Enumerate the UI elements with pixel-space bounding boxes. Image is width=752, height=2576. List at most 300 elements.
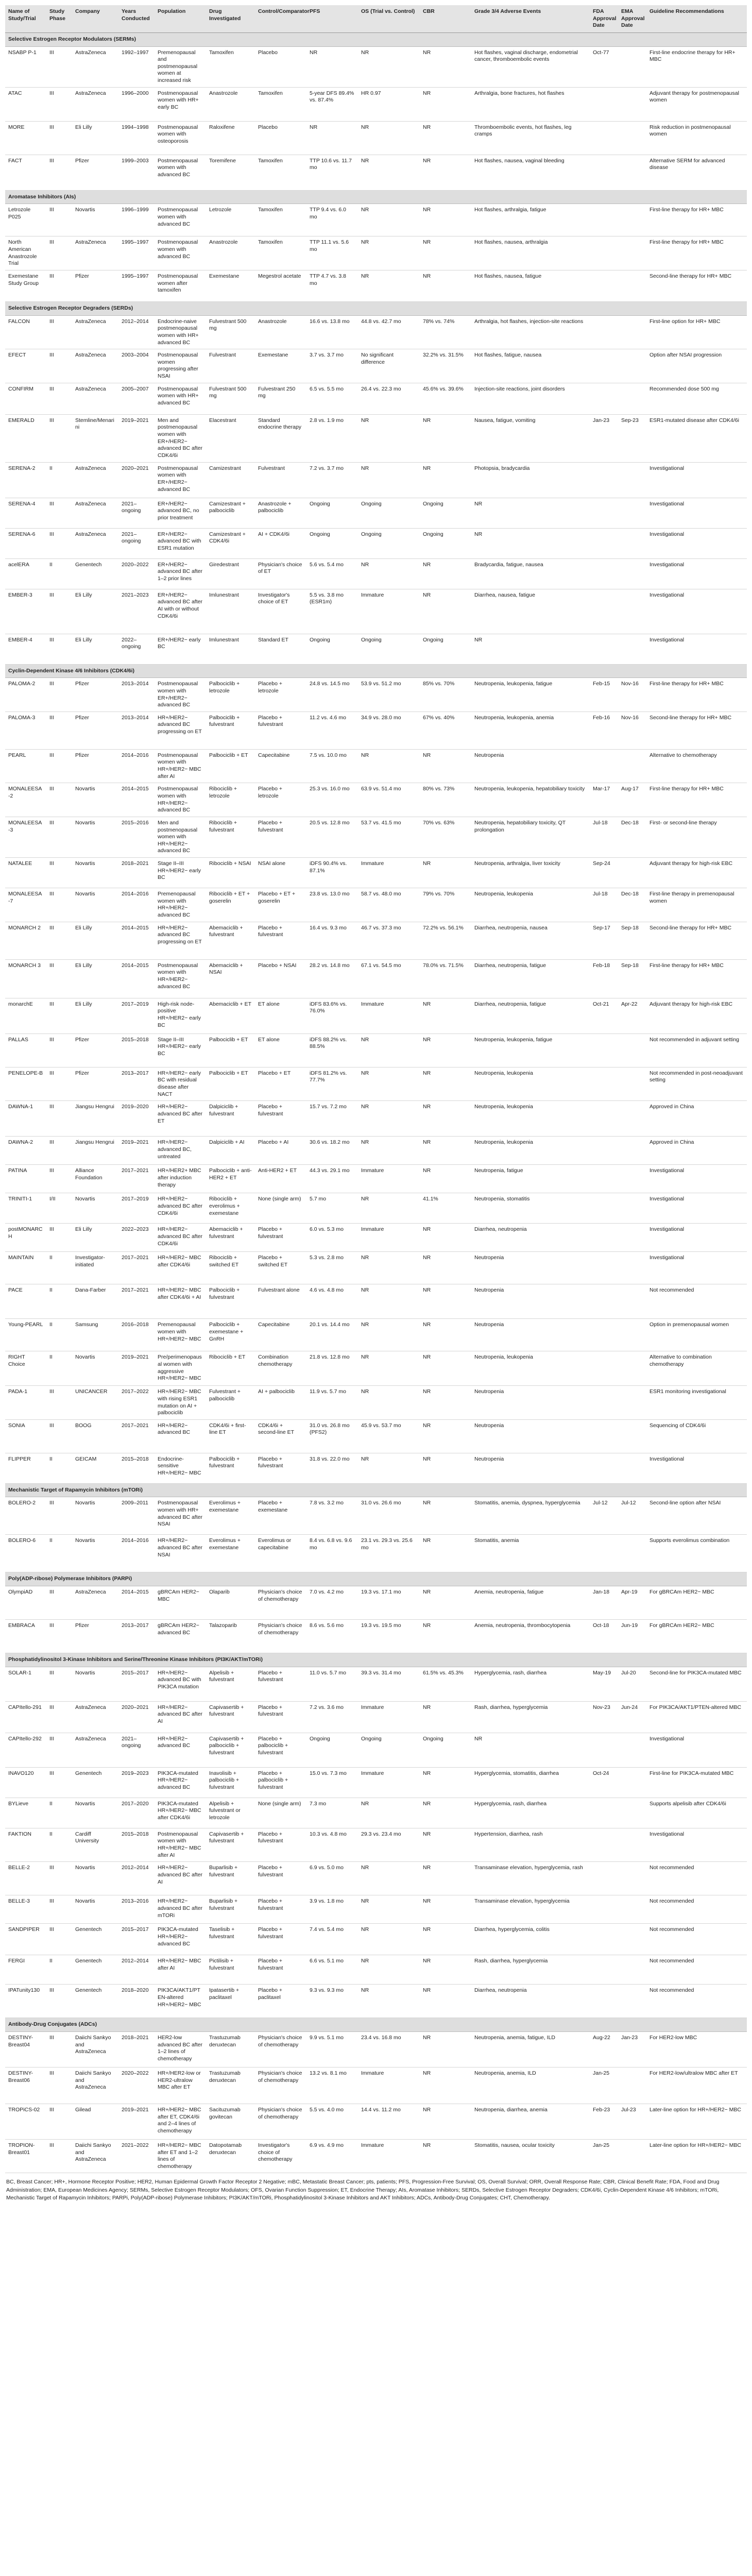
- table-cell: Investigator-initiated: [72, 1252, 118, 1284]
- table-cell: NR: [358, 558, 420, 589]
- table-cell: [590, 1798, 618, 1828]
- table-cell: Later-line option for HR+/HER2− MBC: [646, 2139, 747, 2173]
- table-cell: 2020–2021: [118, 1701, 155, 1733]
- table-row: [5, 1224, 747, 1252]
- table-cell: III: [46, 1033, 72, 1067]
- table-cell: III: [46, 1924, 72, 1955]
- table-cell: Physician's choice of chemotherapy: [255, 2031, 306, 2067]
- table-cell: FACT: [5, 155, 46, 190]
- table-cell: 78.0% vs. 71.5%: [420, 959, 471, 998]
- table-cell: 2021–2022: [118, 2139, 155, 2173]
- table-row: [5, 711, 747, 749]
- table-cell: NR: [420, 87, 471, 121]
- table-cell: III: [46, 1586, 72, 1620]
- table-cell: HR+/HER2− advanced BC: [155, 1733, 206, 1767]
- table-cell: First-line for PIK3CA-mutated MBC: [646, 1767, 747, 1798]
- table-cell: Jiangsu Hengrui: [72, 1101, 118, 1137]
- table-row: [5, 315, 747, 349]
- table-cell: NR: [420, 1828, 471, 1862]
- table-cell: Men and postmenopausal women with ER+/HER2− advanced BC after CDK4/6i: [155, 414, 206, 462]
- table-cell: SERENA-2: [5, 462, 46, 498]
- table-cell: CONFIRM: [5, 383, 46, 414]
- table-cell: Palbociclib + ET: [206, 1067, 255, 1101]
- table-cell: Ongoing: [358, 528, 420, 558]
- table-cell: [618, 634, 646, 664]
- table-cell: PEARL: [5, 749, 46, 783]
- table-cell: [618, 1767, 646, 1798]
- table-cell: Immature: [358, 858, 420, 888]
- table-cell: Postmenopausal women progressing after NSAI: [155, 349, 206, 383]
- table-cell: Combination chemotherapy: [255, 1351, 306, 1386]
- table-row: [5, 1252, 747, 1284]
- table-cell: HR+/HER2− MBC after ET and 1–2 lines of chemotherapy: [155, 2139, 206, 2173]
- table-cell: Postmenopausal women with osteoporosis: [155, 121, 206, 155]
- table-cell: [618, 1137, 646, 1165]
- table-cell: Not recommended in post-neoadjuvant setting: [646, 1067, 747, 1101]
- table-cell: NR: [420, 1798, 471, 1828]
- table-cell: [590, 1419, 618, 1453]
- table-cell: NR: [358, 1319, 420, 1351]
- table-cell: Camizestrant: [206, 462, 255, 498]
- table-cell: Placebo + palbociclib + fulvestrant: [255, 1767, 306, 1798]
- table-cell: 11.2 vs. 4.6 mo: [306, 711, 358, 749]
- table-cell: III: [46, 888, 72, 922]
- table-cell: Rash, diarrhea, hyperglycemia: [471, 1955, 590, 1985]
- table-cell: [618, 1535, 646, 1572]
- table-cell: NSABP P-1: [5, 46, 46, 87]
- table-cell: 2021–2023: [118, 589, 155, 634]
- table-cell: PIK3CA-mutated HR+/HER2− MBC after CDK4/6i: [155, 1798, 206, 1828]
- table-cell: Arthralgia, hot flashes, injection-site reactions: [471, 315, 590, 349]
- table-cell: ET alone: [255, 1033, 306, 1067]
- table-cell: III: [46, 204, 72, 236]
- table-row: [5, 270, 747, 301]
- table-cell: Diarrhea, neutropenia: [471, 1985, 590, 2018]
- table-cell: acelERA: [5, 558, 46, 589]
- table-cell: 10.3 vs. 4.8 mo: [306, 1828, 358, 1862]
- table-cell: Postmenopausal women with HR+ advanced BC: [155, 383, 206, 414]
- table-cell: EMBER-3: [5, 589, 46, 634]
- table-cell: Capivasertib + palbociclib + fulvestrant: [206, 1733, 255, 1767]
- table-cell: Capecitabine: [255, 749, 306, 783]
- table-cell: Not recommended: [646, 1955, 747, 1985]
- table-cell: Postmenopausal women with advanced BC: [155, 155, 206, 190]
- table-cell: Premenopausal women with HR+/HER2− MBC: [155, 1319, 206, 1351]
- table-cell: III: [46, 922, 72, 959]
- table-cell: Pfizer: [72, 711, 118, 749]
- table-cell: HR+/HER2− advanced BC progressing on ET: [155, 922, 206, 959]
- table-cell: NR: [471, 1733, 590, 1767]
- table-cell: Tamoxifen: [255, 155, 306, 190]
- table-cell: Oct-18: [590, 1620, 618, 1653]
- table-row: [5, 1862, 747, 1895]
- table-cell: Aug-17: [618, 783, 646, 817]
- table-cell: Not recommended: [646, 1985, 747, 2018]
- table-cell: [590, 498, 618, 528]
- table-cell: Abemaciclib + NSAI: [206, 959, 255, 998]
- table-cell: Neutropenia, fatigue: [471, 1165, 590, 1193]
- table-cell: monarchE: [5, 998, 46, 1033]
- table-cell: Risk reduction in postmenopausal women: [646, 121, 747, 155]
- table-cell: I/II: [46, 1193, 72, 1224]
- table-cell: Fulvestrant: [206, 349, 255, 383]
- table-cell: 46.7 vs. 37.3 mo: [358, 922, 420, 959]
- table-cell: III: [46, 1895, 72, 1924]
- table-cell: NR: [420, 1033, 471, 1067]
- table-row: [5, 46, 747, 87]
- table-cell: Fulvestrant 500 mg: [206, 315, 255, 349]
- table-cell: III: [46, 414, 72, 462]
- table-cell: NR: [420, 2067, 471, 2104]
- table-cell: Nov-23: [590, 1701, 618, 1733]
- table-cell: [618, 204, 646, 236]
- table-cell: [618, 1895, 646, 1924]
- table-cell: 67% vs. 40%: [420, 711, 471, 749]
- section-title: Aromatase Inhibitors (AIs): [5, 190, 747, 204]
- table-cell: Trastuzumab deruxtecan: [206, 2031, 255, 2067]
- table-cell: Placebo + switched ET: [255, 1252, 306, 1284]
- table-cell: ER+/HER2− advanced BC after AI with or without CDK4/6i: [155, 589, 206, 634]
- table-cell: 31.8 vs. 22.0 mo: [306, 1453, 358, 1483]
- table-cell: [618, 498, 646, 528]
- table-cell: 34.9 vs. 28.0 mo: [358, 711, 420, 749]
- table-cell: 13.2 vs. 8.1 mo: [306, 2067, 358, 2104]
- table-cell: TTP 4.7 vs. 3.8 mo: [306, 270, 358, 301]
- table-cell: Ongoing: [358, 1733, 420, 1767]
- table-cell: 6.9 vs. 5.0 mo: [306, 1862, 358, 1895]
- table-cell: AstraZeneca: [72, 46, 118, 87]
- table-cell: 2018–2021: [118, 858, 155, 888]
- table-cell: First-line therapy for HR+ MBC: [646, 783, 747, 817]
- table-cell: Neutropenia, leukopenia, fatigue: [471, 1033, 590, 1067]
- table-cell: Hot flashes, nausea, arthralgia: [471, 236, 590, 270]
- table-cell: Sep-23: [618, 414, 646, 462]
- table-row: [5, 462, 747, 498]
- table-cell: Immature: [358, 589, 420, 634]
- table-cell: [590, 87, 618, 121]
- table-cell: Neutropenia, arthralgia, liver toxicity: [471, 858, 590, 888]
- table-cell: 2017–2020: [118, 1798, 155, 1828]
- table-cell: III: [46, 46, 72, 87]
- table-cell: Postmenopausal women with advanced BC: [155, 204, 206, 236]
- table-cell: NR: [358, 1137, 420, 1165]
- table-cell: Postmenopausal women with ER+/HER2− advanced BC: [155, 678, 206, 712]
- table-row: [5, 1798, 747, 1828]
- table-cell: Premenopausal women with HR+/HER2− advanced BC: [155, 888, 206, 922]
- table-cell: Olaparib: [206, 1586, 255, 1620]
- table-cell: 29.3 vs. 23.4 mo: [358, 1828, 420, 1862]
- table-cell: MONARCH 3: [5, 959, 46, 998]
- table-cell: NR: [420, 1862, 471, 1895]
- section-title: Phosphatidylinositol 3-Kinase Inhibitors and Serine/Threonine Kinase Inhibitors (PI3K/AKT/mTORi): [5, 1653, 747, 1667]
- table-row: [5, 1101, 747, 1137]
- table-row: [5, 1067, 747, 1101]
- table-cell: 31.0 vs. 26.6 mo: [358, 1497, 420, 1535]
- table-cell: PIK3CA-mutated HR+/HER2− advanced BC: [155, 1767, 206, 1798]
- table-cell: Abemaciclib + ET: [206, 998, 255, 1033]
- table-cell: Camizestrant + CDK4/6i: [206, 528, 255, 558]
- table-cell: Palbociclib + ET: [206, 749, 255, 783]
- table-cell: 39.3 vs. 31.4 mo: [358, 1667, 420, 1701]
- table-cell: Postmenopausal women with HR+/HER2− MBC after AI: [155, 749, 206, 783]
- table-cell: SANDPIPER: [5, 1924, 46, 1955]
- table-cell: 2019–2021: [118, 2104, 155, 2139]
- table-cell: [618, 315, 646, 349]
- table-cell: HR+/HER2− advanced BC after mTORi: [155, 1895, 206, 1924]
- table-cell: EMERALD: [5, 414, 46, 462]
- table-cell: Anemia, neutropenia, thrombocytopenia: [471, 1620, 590, 1653]
- section-title: Antibody-Drug Conjugates (ADCs): [5, 2018, 747, 2032]
- table-cell: III: [46, 1067, 72, 1101]
- table-cell: NR: [358, 1067, 420, 1101]
- table-cell: HR+/HER2− early BC with residual disease after NACT: [155, 1067, 206, 1101]
- table-row: [5, 2139, 747, 2173]
- table-cell: Ribociclib + letrozole: [206, 783, 255, 817]
- table-cell: Diarrhea, neutropenia, nausea: [471, 922, 590, 959]
- table-cell: Alliance Foundation: [72, 1165, 118, 1193]
- table-cell: Fulvestrant + palbociclib: [206, 1386, 255, 1420]
- table-cell: 7.5 vs. 10.0 mo: [306, 749, 358, 783]
- table-cell: Standard ET: [255, 634, 306, 664]
- table-cell: II: [46, 1955, 72, 1985]
- table-cell: Neutropenia, leukopenia: [471, 1067, 590, 1101]
- table-cell: Daiichi Sankyo and AstraZeneca: [72, 2139, 118, 2173]
- table-cell: II: [46, 1319, 72, 1351]
- table-cell: HR 0.97: [358, 87, 420, 121]
- table-cell: AstraZeneca: [72, 349, 118, 383]
- table-cell: Placebo + ET: [255, 1067, 306, 1101]
- section-title: Cyclin-Dependent Kinase 4/6 Inhibitors (CDK4/6i): [5, 664, 747, 678]
- table-cell: 9.9 vs. 5.1 mo: [306, 2031, 358, 2067]
- table-cell: Investigational: [646, 1193, 747, 1224]
- table-cell: TROPION-Breast01: [5, 2139, 46, 2173]
- table-cell: Placebo + fulvestrant: [255, 1895, 306, 1924]
- table-cell: Novartis: [72, 858, 118, 888]
- table-cell: [590, 349, 618, 383]
- table-cell: NR: [420, 1067, 471, 1101]
- table-cell: Recommended dose 500 mg: [646, 383, 747, 414]
- table-cell: 2009–2011: [118, 1497, 155, 1535]
- table-cell: NR: [358, 236, 420, 270]
- table-cell: AstraZeneca: [72, 1733, 118, 1767]
- table-cell: Not recommended: [646, 1862, 747, 1895]
- table-cell: NR: [358, 155, 420, 190]
- table-cell: Elacestrant: [206, 414, 255, 462]
- section-title: Selective Estrogen Receptor Modulators (SERMs): [5, 32, 747, 46]
- table-cell: Jan-25: [590, 2139, 618, 2173]
- table-cell: 78% vs. 74%: [420, 315, 471, 349]
- table-cell: Jul-18: [590, 817, 618, 857]
- table-cell: NR: [420, 1165, 471, 1193]
- table-row: [5, 922, 747, 959]
- table-cell: 3.9 vs. 1.8 mo: [306, 1895, 358, 1924]
- table-cell: Approved in China: [646, 1137, 747, 1165]
- table-cell: Novartis: [72, 1667, 118, 1701]
- table-cell: Transaminase elevation, hyperglycemia, rash: [471, 1862, 590, 1895]
- table-cell: Approved in China: [646, 1101, 747, 1137]
- table-cell: 2018–2020: [118, 1985, 155, 2018]
- table-cell: Neutropenia, leukopenia: [471, 888, 590, 922]
- table-cell: NR: [306, 121, 358, 155]
- table-cell: NR: [420, 1497, 471, 1535]
- table-cell: HR+/HER2− MBC after CDK4/6i: [155, 1252, 206, 1284]
- table-cell: postMONARCH: [5, 1224, 46, 1252]
- table-cell: 15.0 vs. 7.3 mo: [306, 1767, 358, 1798]
- table-cell: Diarrhea, nausea, fatigue: [471, 589, 590, 634]
- table-row: [5, 1165, 747, 1193]
- table-cell: 2015–2017: [118, 1924, 155, 1955]
- table-cell: Exemestane: [206, 270, 255, 301]
- table-cell: 5.5 vs. 4.0 mo: [306, 2104, 358, 2139]
- table-cell: Genentech: [72, 1955, 118, 1985]
- table-row: [5, 1586, 747, 1620]
- table-cell: Placebo + fulvestrant: [255, 1224, 306, 1252]
- table-cell: TRINITI-1: [5, 1193, 46, 1224]
- table-cell: ER+/HER2− advanced BC with ESR1 mutation: [155, 528, 206, 558]
- table-cell: AI + CDK4/6i: [255, 528, 306, 558]
- table-cell: CAPItello-292: [5, 1733, 46, 1767]
- table-cell: Pfizer: [72, 1620, 118, 1653]
- table-cell: Dec-18: [618, 888, 646, 922]
- table-row: [5, 1535, 747, 1572]
- table-cell: [590, 634, 618, 664]
- table-cell: 7.2 vs. 3.6 mo: [306, 1701, 358, 1733]
- table-cell: 85% vs. 70%: [420, 678, 471, 712]
- table-cell: Sep-24: [590, 858, 618, 888]
- table-cell: Placebo + letrozole: [255, 783, 306, 817]
- table-cell: Placebo + NSAI: [255, 959, 306, 998]
- table-cell: UNICANCER: [72, 1386, 118, 1420]
- table-cell: Neutropenia, anemia, ILD: [471, 2067, 590, 2104]
- table-cell: Investigational: [646, 634, 747, 664]
- table-cell: NR: [420, 1419, 471, 1453]
- table-cell: Men and postmenopausal women with HR+/HER2− advanced BC: [155, 817, 206, 857]
- table-cell: Neutropenia: [471, 1419, 590, 1453]
- table-row: [5, 1667, 747, 1701]
- table-cell: Anti-HER2 + ET: [255, 1165, 306, 1193]
- table-cell: Physician's choice of chemotherapy: [255, 1586, 306, 1620]
- table-cell: Buparlisib + fulvestrant: [206, 1862, 255, 1895]
- table-cell: AstraZeneca: [72, 528, 118, 558]
- section-row: [5, 2018, 747, 2032]
- table-cell: NR: [420, 462, 471, 498]
- table-cell: [618, 1924, 646, 1955]
- table-cell: Dana-Farber: [72, 1284, 118, 1319]
- table-cell: High-risk node-positive HR+/HER2− early BC: [155, 998, 206, 1033]
- table-cell: 2019–2021: [118, 1137, 155, 1165]
- table-cell: [590, 1985, 618, 2018]
- table-cell: Feb-23: [590, 2104, 618, 2139]
- table-cell: HR+/HER2− advanced BC after ET: [155, 1101, 206, 1137]
- table-row: [5, 1284, 747, 1319]
- table-cell: For HER2-low/ultralow MBC after ET: [646, 2067, 747, 2104]
- table-cell: Anastrozole: [255, 315, 306, 349]
- table-cell: 45.9 vs. 53.7 mo: [358, 1419, 420, 1453]
- table-header: [5, 5, 747, 32]
- table-cell: NR: [420, 1453, 471, 1483]
- table-cell: 2017–2022: [118, 1386, 155, 1420]
- table-cell: NR: [306, 46, 358, 87]
- table-cell: 5.3 vs. 2.8 mo: [306, 1252, 358, 1284]
- table-cell: [590, 1165, 618, 1193]
- table-row: [5, 589, 747, 634]
- table-cell: NR: [358, 46, 420, 87]
- table-cell: TTP 11.1 vs. 5.6 mo: [306, 236, 358, 270]
- table-cell: III: [46, 2139, 72, 2173]
- table-cell: gBRCAm HER2− advanced BC: [155, 1620, 206, 1653]
- table-cell: III: [46, 349, 72, 383]
- table-cell: NR: [358, 204, 420, 236]
- table-cell: [618, 236, 646, 270]
- table-cell: 1996–1999: [118, 204, 155, 236]
- table-row: [5, 1985, 747, 2018]
- table-cell: NR: [358, 270, 420, 301]
- table-cell: NR: [420, 589, 471, 634]
- table-cell: Oct-24: [590, 1767, 618, 1798]
- table-row: [5, 998, 747, 1033]
- table-cell: III: [46, 498, 72, 528]
- table-cell: Placebo: [255, 46, 306, 87]
- table-cell: Alternative SERM for advanced disease: [646, 155, 747, 190]
- table-cell: Anastrozole + palbociclib: [255, 498, 306, 528]
- table-cell: Second-line option after NSAI: [646, 1497, 747, 1535]
- table-cell: NR: [358, 1101, 420, 1137]
- table-cell: gBRCAm HER2− MBC: [155, 1586, 206, 1620]
- table-cell: First-line endocrine therapy for HR+ MBC: [646, 46, 747, 87]
- table-cell: Investigational: [646, 498, 747, 528]
- table-cell: FERGI: [5, 1955, 46, 1985]
- header-row: [5, 5, 747, 32]
- table-cell: 5.5 vs. 3.8 mo (ESR1m): [306, 589, 358, 634]
- table-cell: Postmenopausal women with HR+ early BC: [155, 87, 206, 121]
- table-cell: NR: [420, 1985, 471, 2018]
- table-cell: Neutropenia, stomatitis: [471, 1193, 590, 1224]
- table-cell: Pfizer: [72, 155, 118, 190]
- table-cell: NR: [358, 462, 420, 498]
- table-cell: Investigational: [646, 1828, 747, 1862]
- table-cell: Taselisib + fulvestrant: [206, 1924, 255, 1955]
- table-cell: Neutropenia: [471, 1386, 590, 1420]
- table-cell: Anastrozole: [206, 236, 255, 270]
- table-cell: HR+/HER2− advanced BC after CDK4/6i: [155, 1224, 206, 1252]
- section-title: Mechanistic Target of Rapamycin Inhibitors (mTORi): [5, 1483, 747, 1497]
- table-cell: Capivasertib + fulvestrant: [206, 1701, 255, 1733]
- table-row: [5, 383, 747, 414]
- table-row: [5, 1497, 747, 1535]
- table-cell: NR: [358, 121, 420, 155]
- clinical-trials-table: [5, 5, 747, 2173]
- table-cell: NR: [420, 1101, 471, 1137]
- table-cell: HR+/HER2− advanced BC: [155, 1419, 206, 1453]
- table-cell: III: [46, 87, 72, 121]
- table-cell: 24.8 vs. 14.5 mo: [306, 678, 358, 712]
- table-cell: NR: [358, 1862, 420, 1895]
- table-cell: 1995–1997: [118, 270, 155, 301]
- section-title: Selective Estrogen Receptor Degraders (SERDs): [5, 301, 747, 315]
- table-cell: Jul-20: [618, 1667, 646, 1701]
- table-cell: Neutropenia, anemia, fatigue, ILD: [471, 2031, 590, 2067]
- table-cell: III: [46, 589, 72, 634]
- table-cell: 20.5 vs. 12.8 mo: [306, 817, 358, 857]
- table-row: [5, 498, 747, 528]
- table-cell: Jan-23: [590, 414, 618, 462]
- section-row: [5, 301, 747, 315]
- table-cell: [618, 1828, 646, 1862]
- table-cell: ESR1-mutated disease after CDK4/6i: [646, 414, 747, 462]
- table-cell: Pfizer: [72, 1067, 118, 1101]
- table-cell: HR+/HER2+ MBC after induction therapy: [155, 1165, 206, 1193]
- table-cell: II: [46, 1535, 72, 1572]
